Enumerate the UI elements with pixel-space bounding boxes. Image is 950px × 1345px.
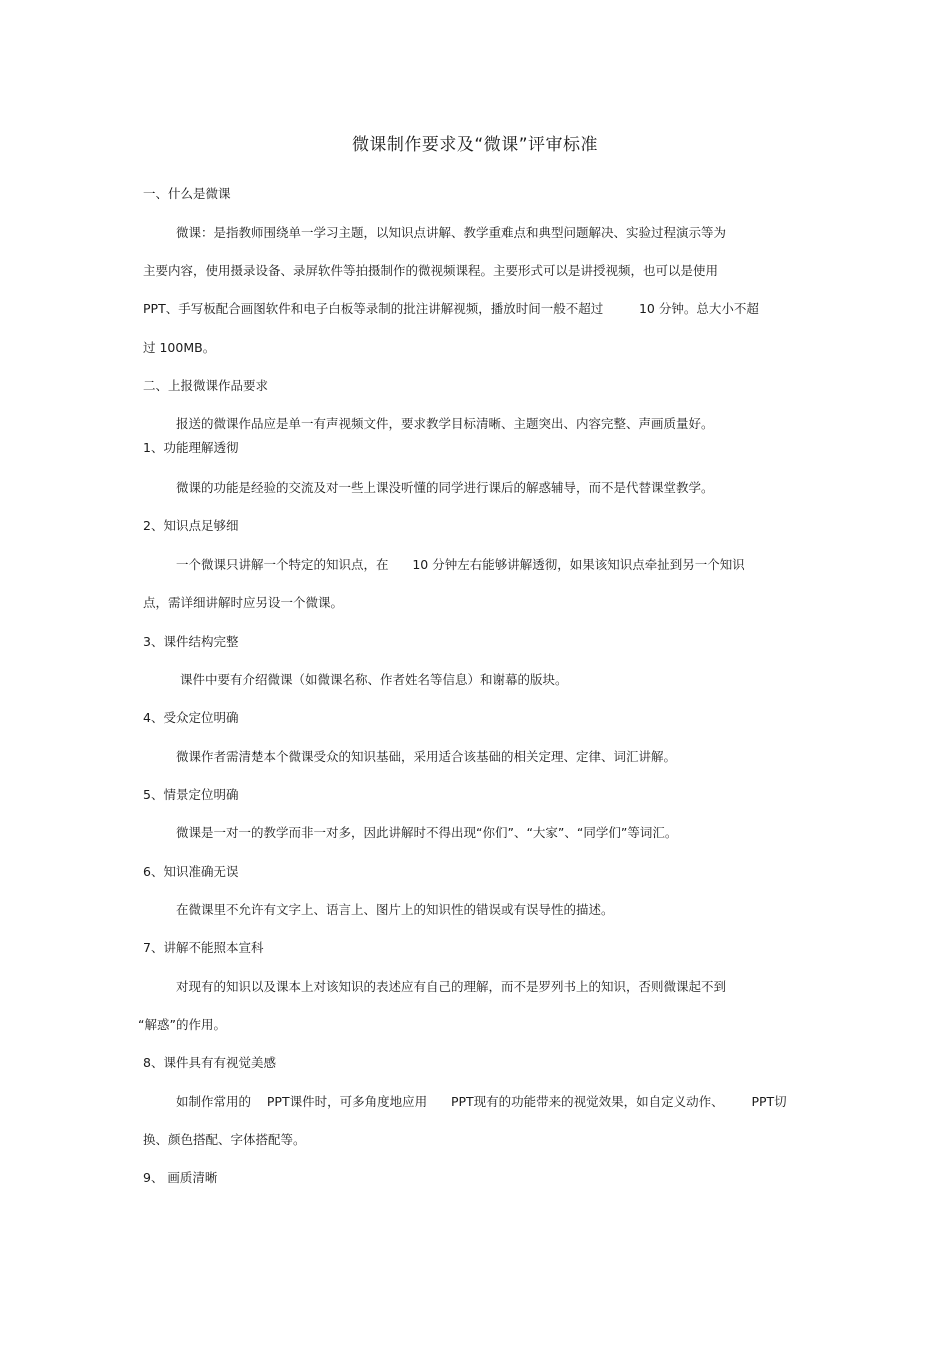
item-heading: 3、课件结构完整 bbox=[143, 634, 239, 649]
item-heading: 5、情景定位明确 bbox=[143, 787, 239, 802]
paragraph-line: 微课：是指教师围绕单一学习主题，以知识点讲解、教学重难点和典型问题解决、实验过程演示等为 bbox=[176, 225, 727, 240]
paragraph-line: 对现有的知识以及课本上对该知识的表述应有自己的理解，而不是罗列书上的知识，否则微课起不到 bbox=[176, 979, 727, 994]
paragraph-line: 过 100MB。 bbox=[143, 340, 216, 355]
paragraph-line: 如制作常用的 PPT课件时，可多角度地应用 PPT现有的功能带来的视觉效果，如自定义动作、 PPT切 bbox=[176, 1094, 787, 1109]
document-title: 微课制作要求及“微课”评审标准 bbox=[351, 135, 599, 155]
paragraph-line: 微课作者需清楚本个微课受众的知识基础，采用适合该基础的相关定理、定律、词汇讲解。 bbox=[176, 749, 677, 764]
item-heading: 8、课件具有有视觉美感 bbox=[143, 1055, 276, 1070]
paragraph-line: 点，需详细讲解时应另设一个微课。 bbox=[143, 595, 344, 610]
item-heading: 1、功能理解透彻 bbox=[143, 440, 239, 455]
paragraph-line: 主要内容，使用摄录设备、录屏软件等拍摄制作的微视频课程。主要形式可以是讲授视频，也可以是使用 bbox=[143, 263, 719, 278]
item-heading: 6、知识准确无误 bbox=[143, 864, 239, 879]
section-heading-what-is-micro-course: 一、什么是微课 bbox=[143, 186, 231, 201]
item-heading: 7、讲解不能照本宣科 bbox=[143, 940, 264, 955]
paragraph-line: 课件中要有介绍微课（如微课名称、作者姓名等信息）和谢幕的版块。 bbox=[180, 672, 568, 687]
paragraph-line: 微课的功能是经验的交流及对一些上课没听懂的同学进行课后的解惑辅导，而不是代替课堂教学。 bbox=[176, 480, 714, 495]
item-heading: 2、知识点足够细 bbox=[143, 518, 239, 533]
item-heading: 9、 画质清晰 bbox=[143, 1170, 218, 1185]
paragraph-line: 一个微课只讲解一个特定的知识点，在 10 分钟左右能够讲解透彻，如果该知识点牵扯到另一个知识 bbox=[176, 557, 745, 572]
section-heading-submission-requirements: 二、上报微课作品要求 bbox=[143, 378, 269, 393]
item-heading: 4、受众定位明确 bbox=[143, 710, 239, 725]
paragraph-line: 在微课里不允许有文字上、语言上、图片上的知识性的错误或有误导性的描述。 bbox=[176, 902, 614, 917]
paragraph-line: “解惑”的作用。 bbox=[138, 1017, 226, 1032]
paragraph-line: 微课是一对一的教学而非一对多，因此讲解时不得出现“你们”、“大家”、“同学们”等词汇。 bbox=[176, 825, 678, 840]
paragraph-line: 换、颜色搭配、字体搭配等。 bbox=[143, 1132, 306, 1147]
paragraph-line: PPT、手写板配合画图软件和电子白板等录制的批注讲解视频，播放时间一般不超过 10 分钟。总大小不超 bbox=[143, 301, 759, 316]
paragraph-line: 报送的微课作品应是单一有声视频文件，要求教学目标清晰、主题突出、内容完整、声画质量好。 bbox=[176, 416, 714, 431]
